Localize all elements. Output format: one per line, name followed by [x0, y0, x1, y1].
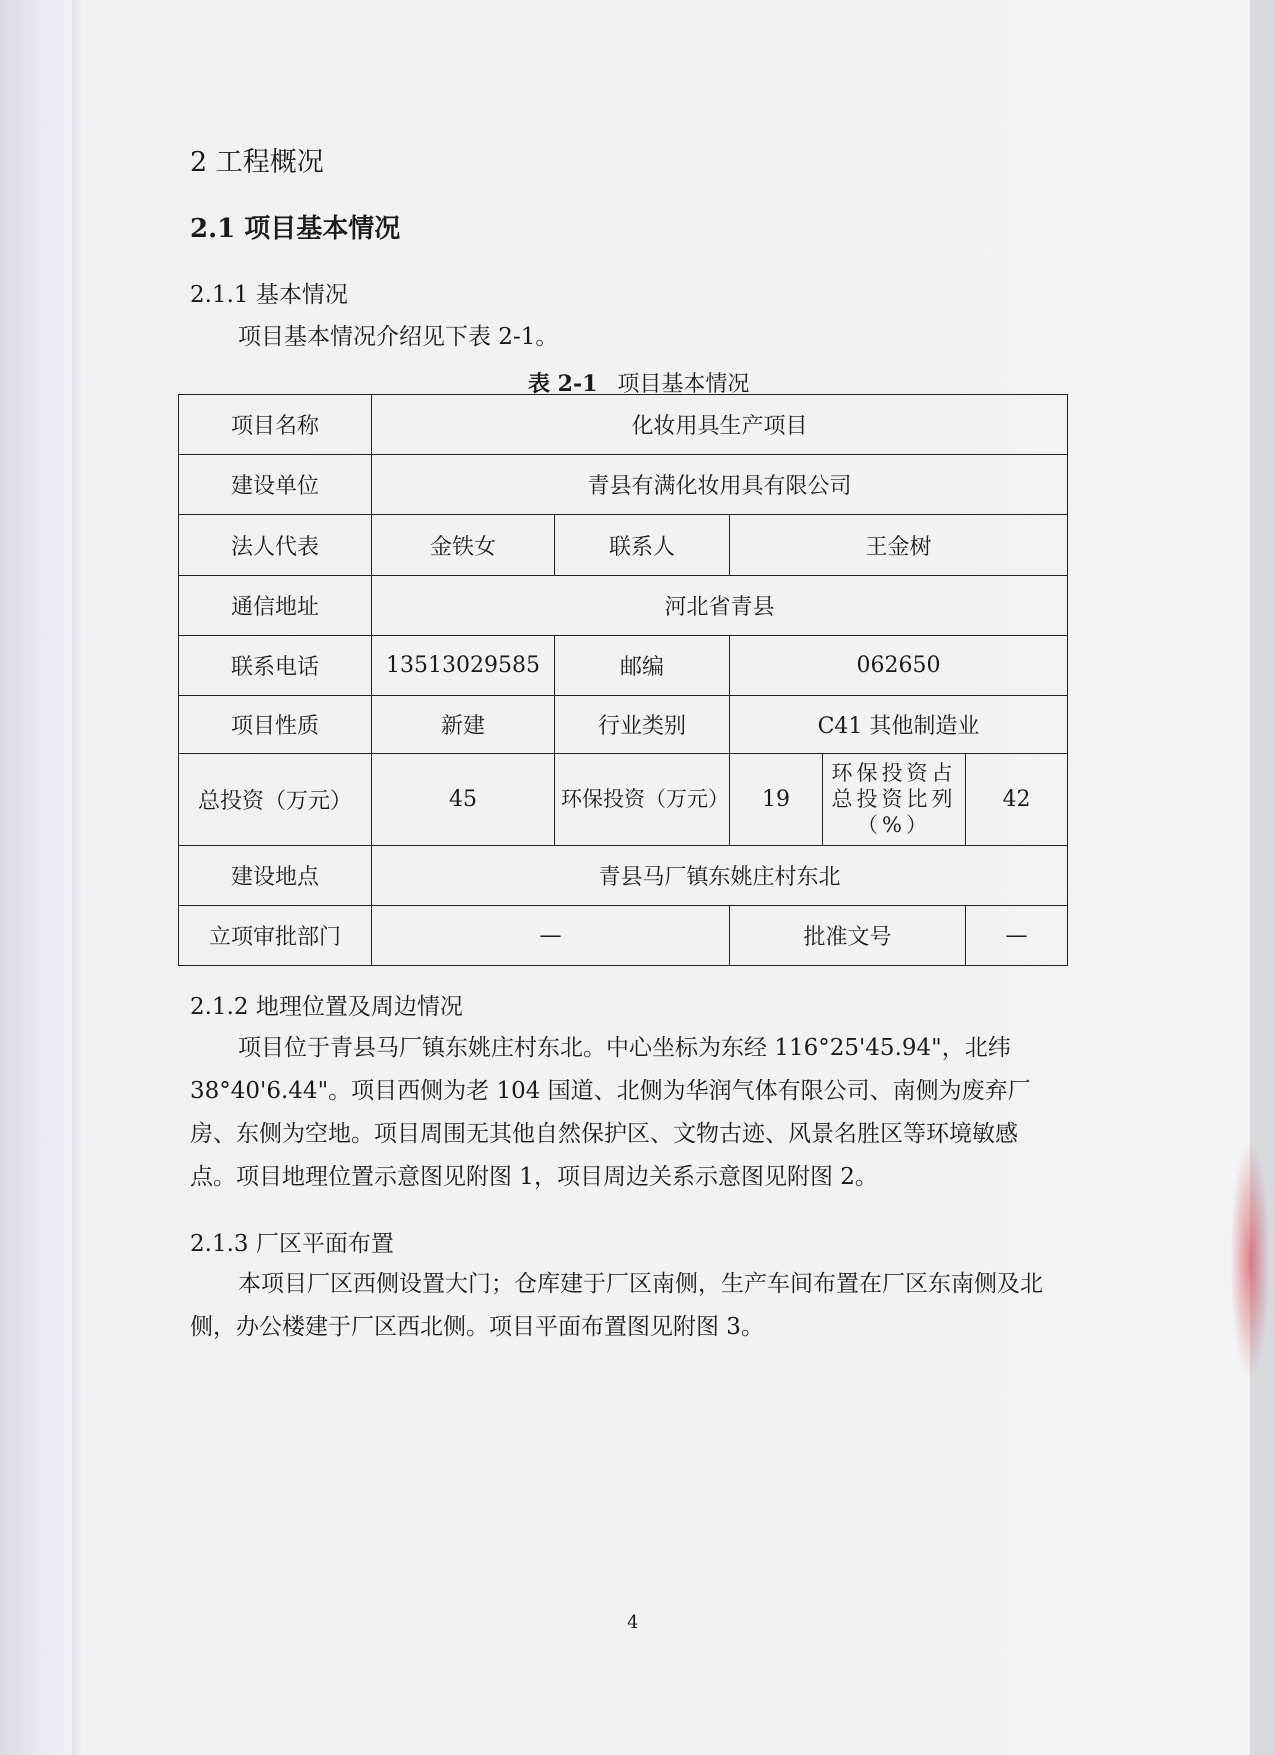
cell-site-label: 建设地点	[179, 845, 372, 905]
cell-env-invest-label: 环保投资（万元）	[555, 754, 730, 845]
cell-nature: 新建	[372, 696, 555, 754]
section-heading: 2.1 项目基本情况	[190, 214, 401, 244]
cell-approval-no-label: 批准文号	[730, 905, 966, 965]
cell-industry: C41 其他制造业	[730, 696, 1068, 754]
cell-approval-no: —	[966, 905, 1068, 965]
red-seal-stamp	[1230, 1140, 1270, 1380]
cell-phone-label: 联系电话	[179, 635, 372, 695]
table-caption-number: 表 2-1	[528, 371, 598, 397]
cell-invest: 45	[372, 754, 555, 845]
subsection-heading-211: 2.1.1 基本情况	[190, 282, 348, 308]
cell-ratio: 42	[966, 754, 1068, 845]
intro-paragraph: 项目基本情况介绍见下表 2-1。	[238, 324, 559, 350]
cell-site: 青县马厂镇东姚庄村东北	[372, 845, 1068, 905]
page-edge	[1250, 0, 1275, 1755]
table-caption-title: 项目基本情况	[617, 372, 750, 397]
page-number: 4	[627, 1612, 639, 1633]
cell-ratio-label: 环保投资占总投资比列（%）	[823, 754, 966, 845]
project-info-table	[178, 394, 1068, 966]
cell-legal-rep-label: 法人代表	[179, 515, 372, 575]
subsection-heading-213: 2.1.3 厂区平面布置	[190, 1231, 394, 1257]
cell-contact-label: 联系人	[555, 515, 730, 575]
location-paragraph: 项目位于青县马厂镇东姚庄村东北。中心坐标为东经 116°25'45.94"，北纬 38°40'6.44"。项目西侧为老 104 国道、北侧为华润气体有限公司、南侧为废弃厂房、东侧为空地。项目周围无其他自然保护区、文物古迹、风景名胜区等环境敏感点。项目地理位置示意图见附图 1，项目周边关系示意图见附图 2。	[190, 1035, 1031, 1190]
subsection-heading-212: 2.1.2 地理位置及周边情况	[190, 994, 463, 1020]
cell-postcode: 062650	[730, 635, 1068, 695]
cell-approval-dept-label: 立项审批部门	[179, 905, 372, 965]
cell-env-invest: 19	[730, 754, 823, 845]
page-fold-shadow	[72, 0, 86, 1755]
chapter-heading: 2 工程概况	[190, 147, 324, 178]
cell-contact: 王金树	[730, 515, 1068, 575]
cell-builder-label: 建设单位	[179, 455, 372, 515]
cell-postcode-label: 邮编	[555, 635, 730, 695]
cell-address: 河北省青县	[372, 575, 1068, 635]
cell-project-name-label: 项目名称	[179, 395, 372, 455]
cell-nature-label: 项目性质	[179, 696, 372, 754]
cell-legal-rep: 金铁女	[372, 515, 555, 575]
cell-invest-label: 总投资（万元）	[179, 754, 372, 845]
cell-project-name: 化妆用具生产项目	[372, 395, 1068, 455]
cell-builder: 青县有满化妆用具有限公司	[372, 455, 1068, 515]
cell-address-label: 通信地址	[179, 575, 372, 635]
cell-approval-dept: —	[372, 905, 730, 965]
cell-phone: 13513029585	[372, 635, 555, 695]
cell-industry-label: 行业类别	[555, 696, 730, 754]
layout-paragraph: 本项目厂区西侧设置大门；仓库建于厂区南侧，生产车间布置在厂区东南侧及北侧，办公楼建于厂区西北侧。项目平面布置图见附图 3。	[190, 1271, 1043, 1340]
